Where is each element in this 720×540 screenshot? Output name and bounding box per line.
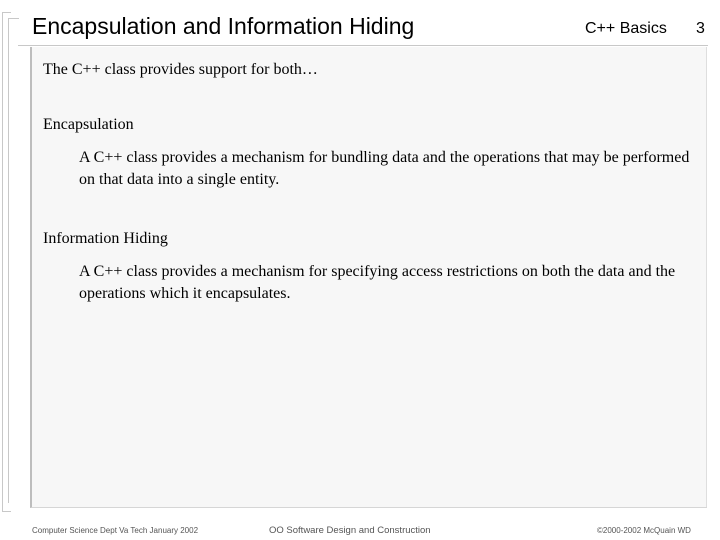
- section-text-encapsulation: A C++ class provides a mechanism for bundling data and the operations that may be performed on that data into a single entity.: [79, 149, 690, 188]
- slide-title: Encapsulation and Information Hiding: [32, 13, 415, 39]
- intro-text: The C++ class provides support for both…: [43, 61, 318, 78]
- footer-course-title: OO Software Design and Construction: [269, 525, 431, 536]
- footer-copyright: ©2000-2002 McQuain WD: [597, 526, 691, 535]
- footer-department: Computer Science Dept Va Tech January 2002: [32, 526, 199, 535]
- course-name: C++ Basics: [585, 20, 667, 37]
- content-panel-right-edge: [706, 47, 707, 507]
- header-divider: [18, 45, 708, 46]
- slide-frame-inner: [8, 18, 19, 503]
- section-heading-encapsulation: Encapsulation: [43, 116, 134, 133]
- section-text-information-hiding: A C++ class provides a mechanism for specifying access restrictions on both the data and the operations which it encapsulates.: [79, 263, 676, 302]
- page-number: 3: [696, 20, 705, 37]
- section-heading-information-hiding: Information Hiding: [43, 230, 168, 247]
